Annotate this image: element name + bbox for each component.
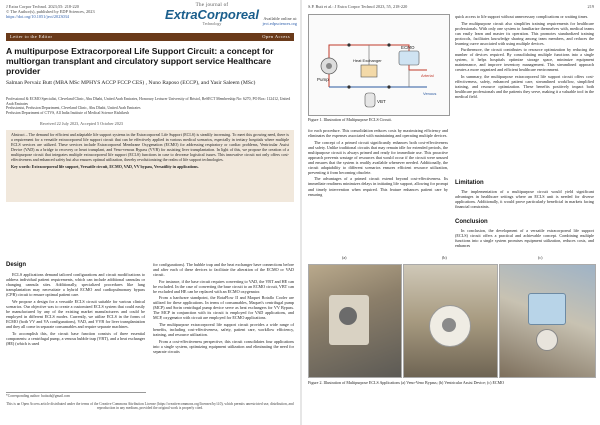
- license-footer: This is an Open Access article distributed under the terms of the Creative Commons Attribution License (https://creativecommons.org/licenses/by/4.0), which permits unrestricted use, distribution, and reproduction in any medium, provided the original work is properly cited.: [6, 402, 294, 411]
- abstract-box: [6, 130, 294, 202]
- affiliation-2: Perfusionist, Perfusion Department, Cleveland Clinic, Abu Dhabi, United Arab Emirates: [6, 106, 141, 111]
- label-venous: Venous: [423, 91, 437, 96]
- conclusion-heading: Conclusion: [455, 219, 488, 225]
- doi-link[interactable]: https://doi.org/10.1051/ject/2023034: [6, 14, 69, 20]
- circuit-diagram: [309, 15, 449, 115]
- page-219: [302, 0, 600, 425]
- figure-1-caption: Figure 1. Illustration of Multipurpose ECLS Circuit.: [308, 117, 392, 122]
- open-access-label: Open Access: [262, 34, 290, 39]
- affiliation-1: Professional & ECMO Specialist, Cleveland Clinic, Abu Dhabi, United Arab Emirates, Honorary Lecturer University of Bristol, ReSECT Membership No: 6270, PO Box: 112412, United Arab Emirates: [6, 97, 291, 106]
- affiliations: [6, 97, 294, 115]
- received-dates: Received 22 July 2023, Accepted 5 October 2023: [40, 121, 124, 126]
- article-title: A multipurpose Extracorporeal Life Support Circuit: a concept for multiorgan transplant and circulatory support service Healthcare provider: [6, 46, 274, 76]
- running-header: S.P. Butt et al.: J Extra Corpor Technol 2023, 55, 218-220: [308, 4, 408, 9]
- column-left: ECLS applications demand tailored configurations and circuit modifications to address individual patient requirements, which can include additional cannulas or changing cannula sites. Additionally, specialized procedures like lung transplantation may necessitate a hybrid ECMO and cardiopulmonary bypass (CPB) circuit to ensure optimal patient care. We propose a design for a versatile ECLS circuit suitable for various clinical scenarios. Our objective was to create a customized ECLS system that could easily be manufactured by any of the existing market manufacturers and could be employed in different ECLS modes. Currently, we utilize ECLS in the forms of ECMO (both VV and VA configurations), VAD, and VVB for liver transplantation and they all come in separate consumables and require separate machines. To accomplish this, the circuit base function consists of three essential components: a centrifugal pump, a venous bubble trap (VBT), and a heat exchanger (HE) (which is used: [6, 272, 145, 346]
- copyright-line: © The Author(s), published by EDP Sciences, 2023: [6, 9, 95, 15]
- column-b: quick access to life support without unnecessary complications or waiting times. The multipurpose circuit also simplifies training requirements for healthcare professionals. With only one system to familiarize themselves with, medical teams can easily learn and master its operation. This promotes standardized training protocols, facilitates knowledge sharing among team members, and reduces the learning curve associated with using multiple devices. Furthermore, the circuit contributes to resource optimization by reducing the number of devices required. By consolidating multiple functions into a single system, it helps hospitals optimize storage space, minimize equipment maintenance, and improve inventory management. This streamlined approach creates a more organized and efficient healthcare environment. In summary, the multipurpose extracorporeal life support circuit offers cost-effectiveness, safety, enhanced patient care, streamlined workflow, simplified training, and resource optimization. These benefits positively impact both healthcare professionals and the patients they serve, making it a valuable tool in the medical field.: [455, 14, 594, 100]
- photo-vad: [403, 264, 498, 378]
- label-vbt: VBT: [377, 99, 386, 104]
- label-pump: Pump: [317, 77, 329, 82]
- oxygenator-icon: [399, 51, 419, 65]
- panel-b-label: (b): [442, 255, 447, 260]
- abstract-text: Abstract – The demand for efficient and adaptable life support systems in the Extracorporeal Life Support (ECLS) is steadily increasing. To meet this growing need, there is a requirement for a versatile extracorporeal life support circuit that can be effectively applied in various medical scenarios, especially in tertiary hospitals where multiple ECLS services are utilized. These services include Extracorporeal Membrane Oxygenation (ECMO) for addressing respiratory or cardiac problems, Ventricular Assist Device (VAD) as a bridge to recovery or heart transplant, and Veno-venous Bypass (VVB) for assisting liver transplantation. In light of this, we propose the creation of a multipurpose circuit that integrates multiple extracorporeal life support (ECLS) functions in case to decrease logistical issues. This innovative circuit not only offers cost-effectiveness and enhanced safety but also ensures optimal utilization, thereby revolutionizing the realm of life support technologies.: [11, 132, 289, 162]
- page-number: 219: [587, 4, 594, 9]
- figure-1-diagram: [308, 14, 450, 116]
- journal-logo: The journal of ExtraCorporeal Technology: [165, 3, 259, 26]
- journal-header: [6, 4, 146, 20]
- limitation-section: The implementation of a multipurpose circuit would yield significant advantages in healthcare settings where an ECLS unit is needed for diverse applications. Additionally, it would prove particularly beneficial in markets facing financial constraints.: [455, 189, 594, 210]
- journal-citation: J Extra Corpor Technol. 2023;55: 218-220: [6, 4, 79, 9]
- keywords: Key words: Extracorporeal life support, Versatile circuit, ECMO, VAD, VV bypass, Versatility in applications.: [11, 164, 199, 170]
- article-type-bar: [6, 33, 294, 41]
- limitation-heading: Limitation: [455, 180, 484, 186]
- affiliation-3: Perfusion Department of CTVS, All India Institute of Medical Science Rishikesh: [6, 110, 130, 115]
- label-ecmo: ECMO: [401, 45, 415, 50]
- figure-2-caption: Figure 2. Illustration of Multipurpose ECLS Applications (a) Veno-Veno Bypass; (b) Ventricular Assist Device; (c) ECMO: [308, 380, 505, 385]
- bubble-trap-icon: [365, 93, 375, 107]
- panel-c-label: (c): [538, 255, 543, 260]
- authors: Salman Pervaiz Butt (MBA MSc MPHYS ACCP FCCP CES) , Nuno Raposo (ECCP), and Yasir Saleem (MSc): [6, 80, 256, 86]
- column-right: for configurations). The bubble trap and the heat exchanger have connections before and after each of these devices to facilitate the alteration of the ECMO or VAD circuit. For instance, if the base circuit requires converting to VAD, the VBT and HE can be excluded. In the case of converting the base circuit to an ECMO circuit, VBT can be excluded and HE can be replaced with an ECMO oxygenator. From a hardware standpoint, the RotaFlow II and Maquet Rotaflo Cooler are utilized for these applications. In terms of consumables, Maquet's centrifugal pump (MCP) and Sorin centrifugal pump device serve as heat exchangers for VV Bypass. The MCP in conjunction with its circuit is employed for VAD applications, and MCP, oxygenator with circuit are employed for ECMO applications. The multipurpose extracorporeal life support circuit provides a wide range of benefits, including cost-effectiveness, safety, patient care, workflow efficiency, training, and resource utilization. From a cost-effectiveness perspective, this circuit consolidates four applications into a single system, optimizing equipment utilization and eliminating the need for separate circuits: [153, 262, 294, 354]
- design-heading: Design: [6, 262, 27, 268]
- article-type-label: Letter to the Editor: [10, 34, 53, 39]
- heat-exchanger-icon: [361, 65, 377, 77]
- journal-url[interactable]: ject.edpsciences.org: [262, 21, 297, 27]
- column-a: for each procedure. This consolidation reduces costs by maximizing efficiency and eliminates the expenses associated with maintaining and operating multiple devices. The concept of a primed circuit significantly enhances both cost-effectiveness and safety. Unlike traditional circuits that may remain idle for extended periods, the multipurpose circuit is always primed and ready for immediate use. This proactive approach prevents wastage of resources that would occur if the circuit were unused and ensures that the system is readily available whenever needed. Additionally, the circuit adaptability to different scenarios ensures efficient resource utilization, preventing it from becoming obsolete. The advantages of a primed circuit extend beyond cost-effectiveness. Its immediate readiness minimizes delays in initiating life support, allowing for prompt and timely intervention when required. This feature enhances patient care by ensuring: [308, 128, 448, 197]
- label-heat-exchanger: Heat Exchanger: [353, 58, 382, 63]
- availability: Available online at: ject.edpsciences.org: [232, 16, 297, 26]
- photo-ecmo: [499, 264, 596, 378]
- photo-vv-bypass: [308, 264, 402, 378]
- conclusion-section: In conclusion, the development of a versatile extracorporeal life support (ECLS) circuit offers a practical and achievable concept. Combining multiple functions into a single system promises equipment utilization, reduces costs, and enhances: [455, 228, 594, 249]
- panel-a-label: (a): [342, 255, 347, 260]
- label-arterial: Arterial: [421, 73, 434, 78]
- corresponding-author: *Corresponding author: buttsab@gmail.com: [6, 392, 146, 398]
